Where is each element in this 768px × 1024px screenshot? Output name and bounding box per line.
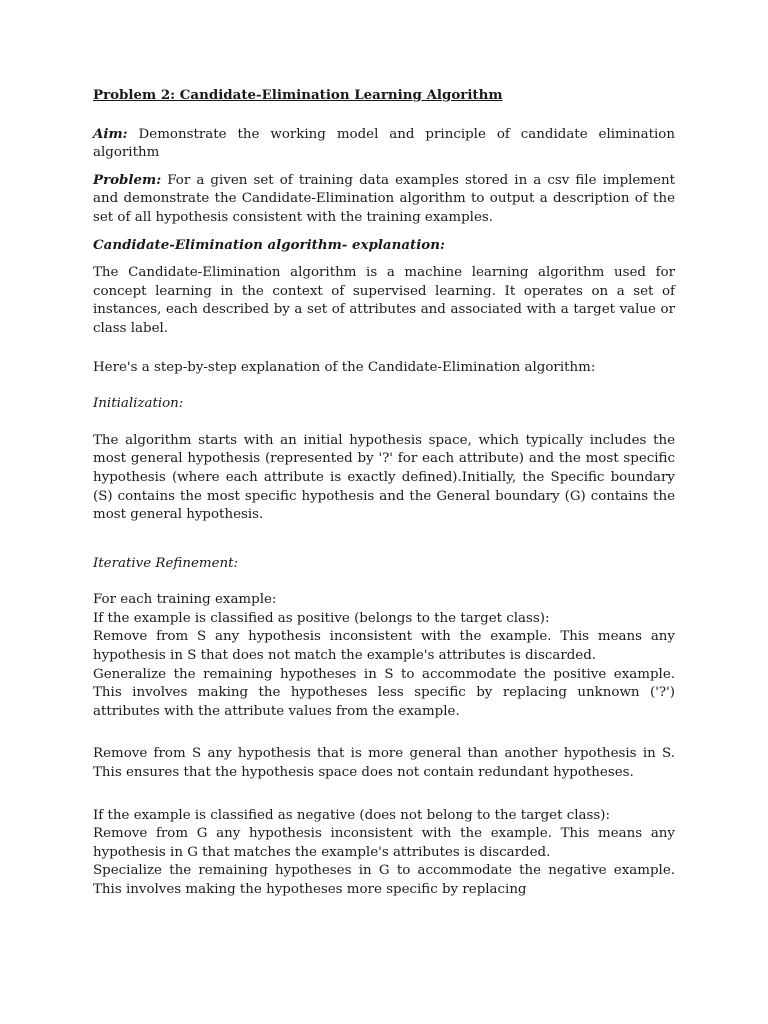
iterative-line-3: If the example is classified as negative (does not belong to the target class): <box>93 807 610 823</box>
initialization-heading: Initialization: <box>93 396 184 412</box>
explanation-heading: Candidate-Elimination algorithm- explanation: <box>93 236 445 253</box>
problem-text: For a given set of training data examples stored in a csv file implement and demonstrate the Candidate-Elimination algorithm to output a description of the set of all hypothesis consistent with the training examples. <box>93 172 675 225</box>
step-intro-paragraph: Here's a step-by-step explanation of the Candidate-Elimination algorithm: <box>93 359 596 375</box>
iterative-paragraph-4: Remove from G any hypothesis inconsistent with the example. This means any hypothesis in G that matches the example's attributes is discarded. <box>93 826 675 860</box>
aim-label: Aim: <box>93 125 128 142</box>
problem-label: Problem: <box>93 171 162 188</box>
iterative-line-1: For each training example: <box>93 592 277 608</box>
iterative-paragraph-1: Remove from S any hypothesis inconsistent with the example. This means any hypothesis in S that does not match the example's attributes is discarded. <box>93 629 675 664</box>
document-page <box>93 86 675 900</box>
iterative-paragraph-5: Specialize the remaining hypotheses in G to accommodate the negative example. This involves making the hypotheses more specific by replacing <box>93 863 675 897</box>
initialization-paragraph: The algorithm starts with an initial hypothesis space, which typically includes the most general hypothesis (represented by '?' for each attribute) and the most specific hypothesis (where each attribute is exactly defined).Initially, the Specific boundary (S) contains the most specific hypothesis and the General boundary (G) contains the most general hypothesis. <box>93 432 675 523</box>
intro-paragraph: The Candidate-Elimination algorithm is a machine learning algorithm used for concept learning in the context of supervised learning. It operates on a set of instances, each described by a set of attributes and associated with a target value or class label. <box>93 265 675 336</box>
iterative-paragraph-3: Remove from S any hypothesis that is more general than another hypothesis in S. This ensures that the hypothesis space does not contain redundant hypotheses. <box>93 746 675 781</box>
aim-paragraph <box>93 125 675 163</box>
document-title: Problem 2: Candidate-Elimination Learning Algorithm <box>93 87 503 103</box>
iterative-line-2: If the example is classified as positive (belongs to the target class): <box>93 610 550 626</box>
problem-paragraph <box>93 171 675 228</box>
iterative-paragraph-2: Generalize the remaining hypotheses in S to accommodate the positive example. This involves making the hypotheses less specific by replacing unknown ('?') attributes with the attribute values from the example. <box>93 666 675 719</box>
iterative-heading: Iterative Refinement: <box>93 555 239 571</box>
aim-text: Demonstrate the working model and principle of candidate elimination algorithm <box>93 126 675 161</box>
